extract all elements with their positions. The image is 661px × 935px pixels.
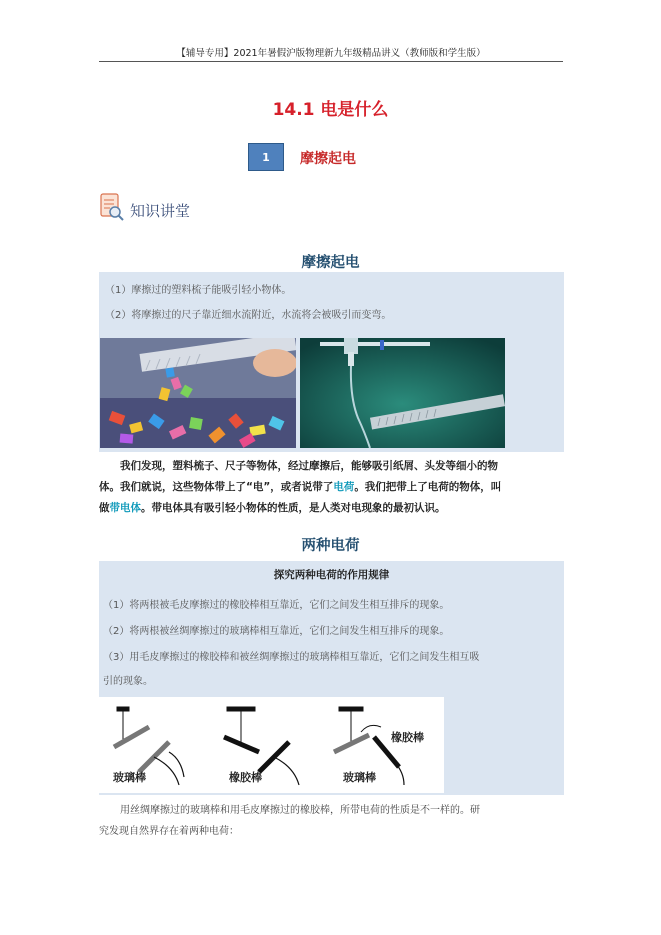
comb-bending-water-photo: [300, 338, 505, 448]
diagram-label-glass-1: 玻璃棒: [113, 771, 146, 784]
charge-point-2: （2）将两根被丝绸摩擦过的玻璃棒相互靠近，它们之间发生相互排斥的现象。: [103, 626, 450, 637]
comb-attracting-paper-photo: [100, 338, 296, 448]
diagram-label-glass-2: 玻璃棒: [343, 771, 376, 784]
paragraph-electrification: [99, 456, 564, 519]
page-header: 【辅导专用】2021年暑假沪版物理新九年级精品讲义（教师版和学生版）: [176, 48, 486, 59]
diagram-label-rubber-2: 橡胶棒: [391, 731, 424, 744]
text-segment: 做: [99, 502, 110, 514]
friction-point-1: （1）摩擦过的塑料梳子能吸引轻小物体。: [105, 285, 292, 296]
text-segment: 。带电体具有吸引轻小物体的性质，是人类对电现象的最初认识。: [141, 502, 446, 514]
term-charged-body: 带电体: [109, 502, 141, 514]
paragraph-line-2: [99, 477, 564, 498]
paragraph2-line-1: 用丝绸摩擦过的玻璃棒和用毛皮摩擦过的橡胶棒，所带电荷的性质是不一样的。研: [120, 805, 480, 816]
text-segment: 体。我们就说，这些物体带上了“电”，或者说带了: [99, 481, 334, 493]
heading-friction-electricity: 摩擦起电: [301, 255, 360, 271]
friction-point-2: （2）将摩擦过的尺子靠近细水流附近，水流将会被吸引而变弯。: [105, 310, 392, 321]
diagram-label-rubber-1: 橡胶棒: [229, 771, 262, 784]
paragraph-two-kinds: [99, 800, 564, 842]
rods-interaction-diagram: [99, 697, 444, 793]
paragraph-line-1: 我们发现，塑料梳子、尺子等物体，经过摩擦后，能够吸引纸屑、头发等细小的物: [120, 460, 498, 472]
knowledge-label: 知识讲堂: [130, 202, 191, 220]
paragraph-line-3: [99, 498, 564, 519]
heading-two-charges: 两种电荷: [301, 538, 360, 554]
charge-point-3: （3）用毛皮摩擦过的橡胶棒和被丝绸摩擦过的玻璃棒相互靠近，它们之间发生相互吸: [103, 652, 480, 663]
charge-point-3-cont: 引的现象。: [103, 676, 153, 687]
text-segment: 。我们把带上了电荷的物体，叫: [354, 481, 502, 493]
box-title: 探究两种电荷的作用规律: [273, 569, 390, 581]
section-number-badge: 1: [248, 143, 284, 171]
term-charge: 电荷: [333, 481, 355, 493]
notebook-magnifier-icon: [100, 193, 124, 221]
section-title: 摩擦起电: [300, 151, 356, 167]
page-title: 14.1 电是什么: [272, 100, 389, 120]
paragraph2-line-2: 究发现自然界存在着两种电荷：: [99, 826, 239, 837]
header-rule: [99, 61, 563, 62]
charge-point-1: （1）将两根被毛皮摩擦过的橡胶棒相互靠近，它们之间发生相互排斥的现象。: [103, 600, 450, 611]
